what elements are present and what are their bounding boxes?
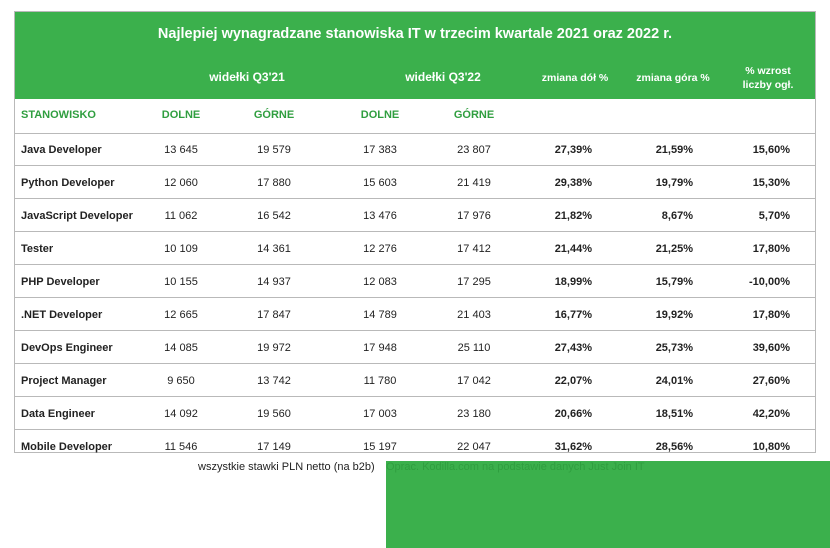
header-band [15, 12, 815, 99]
cell-chg-high: 24,01% [655, 375, 693, 387]
salary-table [14, 11, 816, 453]
table-row [15, 232, 815, 265]
cell-q21-high: 17 880 [257, 177, 291, 189]
cell-chg-low: 18,99% [554, 276, 592, 288]
cell-q22-high: 25 110 [457, 342, 491, 354]
cell-chg-low: 29,38% [554, 177, 592, 189]
cell-q22-low: 14 789 [363, 309, 397, 321]
table-row [15, 199, 815, 232]
cell-chg-high: 21,25% [655, 243, 693, 255]
cell-q22-low: 17 383 [363, 144, 397, 156]
cell-chg-low: 27,39% [554, 144, 592, 156]
cell-growth: 17,80% [752, 243, 790, 255]
cell-q21-low: 12 060 [164, 177, 198, 189]
cell-q21-low: 11 062 [164, 210, 198, 222]
footer-note: wszystkie stawki PLN netto (na b2b) [198, 461, 375, 473]
cell-q21-low: 10 155 [164, 276, 198, 288]
table-row [15, 298, 815, 331]
cell-name: JavaScript Developer [21, 210, 133, 222]
cell-name: Python Developer [21, 177, 115, 189]
cell-q22-low: 12 083 [363, 276, 397, 288]
cell-chg-high: 28,56% [655, 441, 693, 453]
cell-q21-high: 13 742 [257, 375, 291, 387]
cell-q21-high: 19 560 [257, 408, 291, 420]
cell-chg-low: 31,62% [554, 441, 592, 453]
cell-name: Tester [21, 243, 54, 255]
cell-growth: 10,80% [752, 441, 790, 453]
cell-q22-low: 13 476 [363, 210, 397, 222]
cell-name: DevOps Engineer [21, 342, 113, 354]
cell-q22-low: 17 003 [363, 408, 397, 420]
footer-source: Oprac. Kodilla.com na podstawie danych Just Join IT [386, 461, 830, 548]
cell-chg-high: 18,51% [655, 408, 693, 420]
cell-chg-low: 27,43% [554, 342, 592, 354]
cell-q22-high: 17 295 [457, 276, 491, 288]
cell-q22-high: 23 807 [457, 144, 491, 156]
cell-chg-low: 21,44% [554, 243, 592, 255]
cell-chg-high: 19,92% [655, 309, 693, 321]
cell-q22-low: 15 197 [363, 441, 397, 453]
group-header-change-low: zmiana dół % [541, 72, 609, 84]
cell-name: PHP Developer [21, 276, 100, 288]
cell-chg-high: 15,79% [655, 276, 693, 288]
cell-growth: 15,60% [752, 144, 790, 156]
cell-q22-high: 17 042 [457, 375, 491, 387]
cell-chg-high: 8,67% [661, 210, 693, 222]
cell-q21-low: 9 650 [167, 375, 195, 387]
table-row [15, 430, 815, 463]
cell-q21-high: 19 579 [257, 144, 291, 156]
cell-name: Project Manager [21, 375, 107, 387]
group-header-change-high: zmiana góra % [636, 72, 710, 84]
cell-q22-low: 15 603 [363, 177, 397, 189]
table-row [15, 133, 815, 166]
cell-chg-low: 16,77% [554, 309, 592, 321]
group-header-growth: % wzrost liczby ogł. [742, 65, 794, 91]
cell-name: Data Engineer [21, 408, 95, 420]
cell-chg-low: 20,66% [554, 408, 592, 420]
cell-growth: 42,20% [752, 408, 790, 420]
cell-q22-high: 17 976 [457, 210, 491, 222]
cell-chg-low: 21,82% [554, 210, 592, 222]
column-header-row [15, 99, 815, 134]
table-row [15, 364, 815, 397]
cell-name: .NET Developer [21, 309, 103, 321]
cell-name: Mobile Developer [21, 441, 113, 453]
col-header-q22-high: GÓRNE [453, 109, 495, 121]
table-title: Najlepiej wynagradzane stanowiska IT w trzecim kwartale 2021 oraz 2022 r. [157, 26, 673, 42]
cell-q21-high: 17 847 [257, 309, 291, 321]
table-row [15, 331, 815, 364]
cell-growth: 17,80% [752, 309, 790, 321]
cell-q21-low: 11 546 [164, 441, 198, 453]
cell-q21-low: 10 109 [164, 243, 198, 255]
cell-q22-low: 12 276 [363, 243, 397, 255]
cell-q22-low: 11 780 [363, 375, 397, 387]
cell-q21-high: 14 361 [257, 243, 291, 255]
cell-chg-low: 22,07% [554, 375, 592, 387]
cell-q22-high: 22 047 [457, 441, 491, 453]
cell-q21-high: 16 542 [257, 210, 291, 222]
cell-growth: 27,60% [752, 375, 790, 387]
cell-q21-high: 17 149 [257, 441, 291, 453]
cell-q22-high: 23 180 [457, 408, 491, 420]
group-header-q3-22: widełki Q3'22 [405, 70, 481, 84]
cell-q21-low: 14 092 [164, 408, 198, 420]
cell-name: Java Developer [21, 144, 102, 156]
cell-q22-low: 17 948 [363, 342, 397, 354]
col-header-q21-high: GÓRNE [253, 109, 295, 121]
cell-chg-high: 19,79% [655, 177, 693, 189]
col-header-q21-low: DOLNE [161, 109, 201, 121]
cell-chg-high: 21,59% [655, 144, 693, 156]
table-row [15, 397, 815, 430]
cell-q21-high: 19 972 [257, 342, 291, 354]
cell-q21-low: 13 645 [164, 144, 198, 156]
cell-q21-low: 12 665 [164, 309, 198, 321]
cell-q22-high: 17 412 [457, 243, 491, 255]
cell-chg-high: 25,73% [655, 342, 693, 354]
cell-q21-high: 14 937 [257, 276, 291, 288]
cell-growth: 39,60% [752, 342, 790, 354]
cell-growth: -10,00% [749, 276, 790, 288]
col-header-position: STANOWISKO [21, 109, 96, 121]
cell-q21-low: 14 085 [164, 342, 198, 354]
cell-q22-high: 21 419 [457, 177, 491, 189]
cell-q22-high: 21 403 [457, 309, 491, 321]
table-row [15, 265, 815, 298]
col-header-q22-low: DOLNE [360, 109, 400, 121]
cell-growth: 5,70% [758, 210, 790, 222]
table-row [15, 166, 815, 199]
group-header-q3-21: widełki Q3'21 [209, 70, 285, 84]
cell-growth: 15,30% [752, 177, 790, 189]
